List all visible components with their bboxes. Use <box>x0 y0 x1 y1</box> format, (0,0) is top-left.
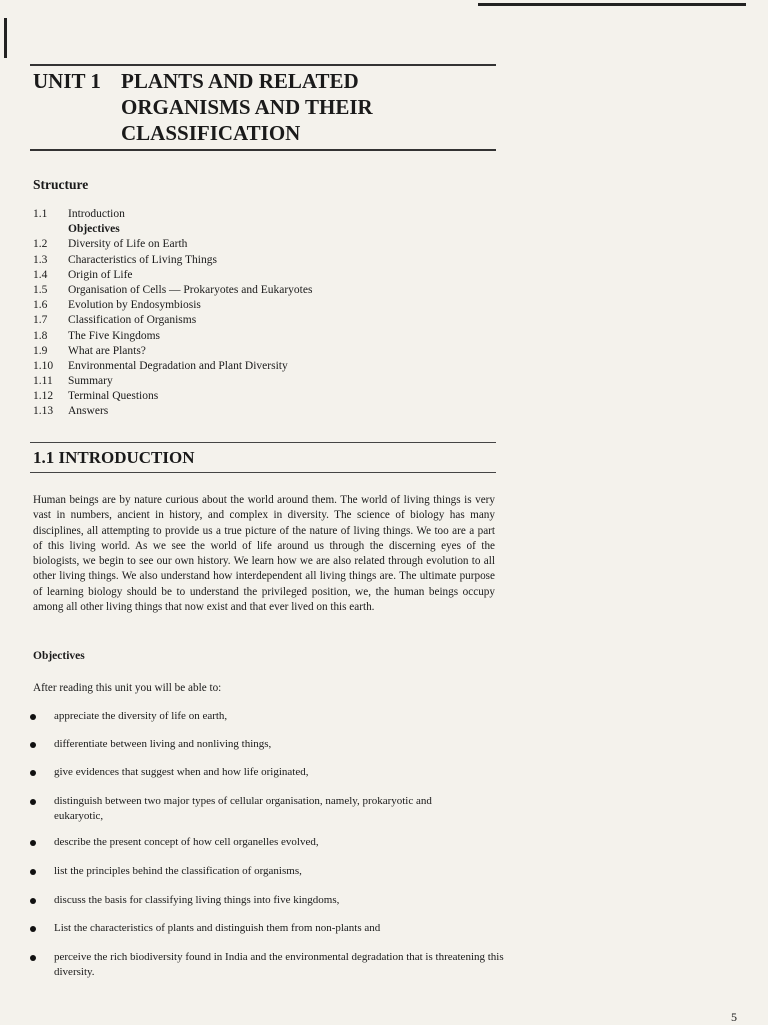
bullet-icon <box>30 742 36 748</box>
bullet-icon <box>30 799 36 805</box>
bullet-icon <box>30 770 36 776</box>
title-bottom-rule <box>30 149 496 151</box>
objectives-heading: Objectives <box>33 650 85 662</box>
scan-edge-mark <box>478 3 746 6</box>
objective-item: discuss the basis for classifying living things into five kingdoms, <box>30 893 500 908</box>
objective-item: perceive the rich biodiversity found in India and the environmental degradation that is threatening this diversity. <box>30 950 500 980</box>
objective-item: give evidences that suggest when and how life originated, <box>30 765 500 780</box>
page-number: 5 <box>731 1010 737 1024</box>
objective-item: distinguish between two major types of cellular organisation, namely, prokaryotic and eukaryotic, <box>30 794 500 824</box>
unit-title-line: CLASSIFICATION <box>121 121 301 145</box>
section-heading: 1.1 INTRODUCTION <box>33 448 195 467</box>
objective-item: appreciate the diversity of life on earth, <box>30 709 500 724</box>
bullet-icon <box>30 869 36 875</box>
bullet-icon <box>30 714 36 720</box>
bullet-icon <box>30 955 36 961</box>
section-bottom-rule <box>30 472 496 473</box>
scan-margin-mark <box>4 18 7 58</box>
unit-title-line: ORGANISMS AND THEIR <box>121 95 373 119</box>
bullet-icon <box>30 840 36 846</box>
bullet-icon <box>30 926 36 932</box>
bullet-icon <box>30 898 36 904</box>
title-top-rule <box>30 64 496 66</box>
objective-item: list the principles behind the classification of organisms, <box>30 864 500 879</box>
section-top-rule <box>30 442 496 443</box>
objective-item: List the characteristics of plants and distinguish them from non-plants and <box>30 921 500 936</box>
objective-item: differentiate between living and nonliving things, <box>30 737 500 752</box>
objective-item: describe the present concept of how cell organelles evolved, <box>30 835 500 850</box>
unit-number: UNIT 1 <box>33 69 101 93</box>
objectives-lead: After reading this unit you will be able to: <box>33 682 222 694</box>
structure-heading: Structure <box>33 177 89 192</box>
intro-paragraph: Human beings are by nature curious about the world around them. The world of living things is very vast in numbers, ancient in history, and complex in diversity. The science of biology has many disciplines, all attempting to provide us a true picture of the nature of living things. We too are a part of this living world. As we see the world of life around us through the discerning eyes of the biologists, we begin to see our own history. We learn how we are also related through evolution to all other living things. We also understand how interdependent all living things are. The ultimate purpose of learning biology should be to understand the privileged position, we, the human beings occupy among all other living things that now exist and that ever lived on this earth. <box>33 494 495 614</box>
unit-title-line: PLANTS AND RELATED <box>121 69 359 93</box>
